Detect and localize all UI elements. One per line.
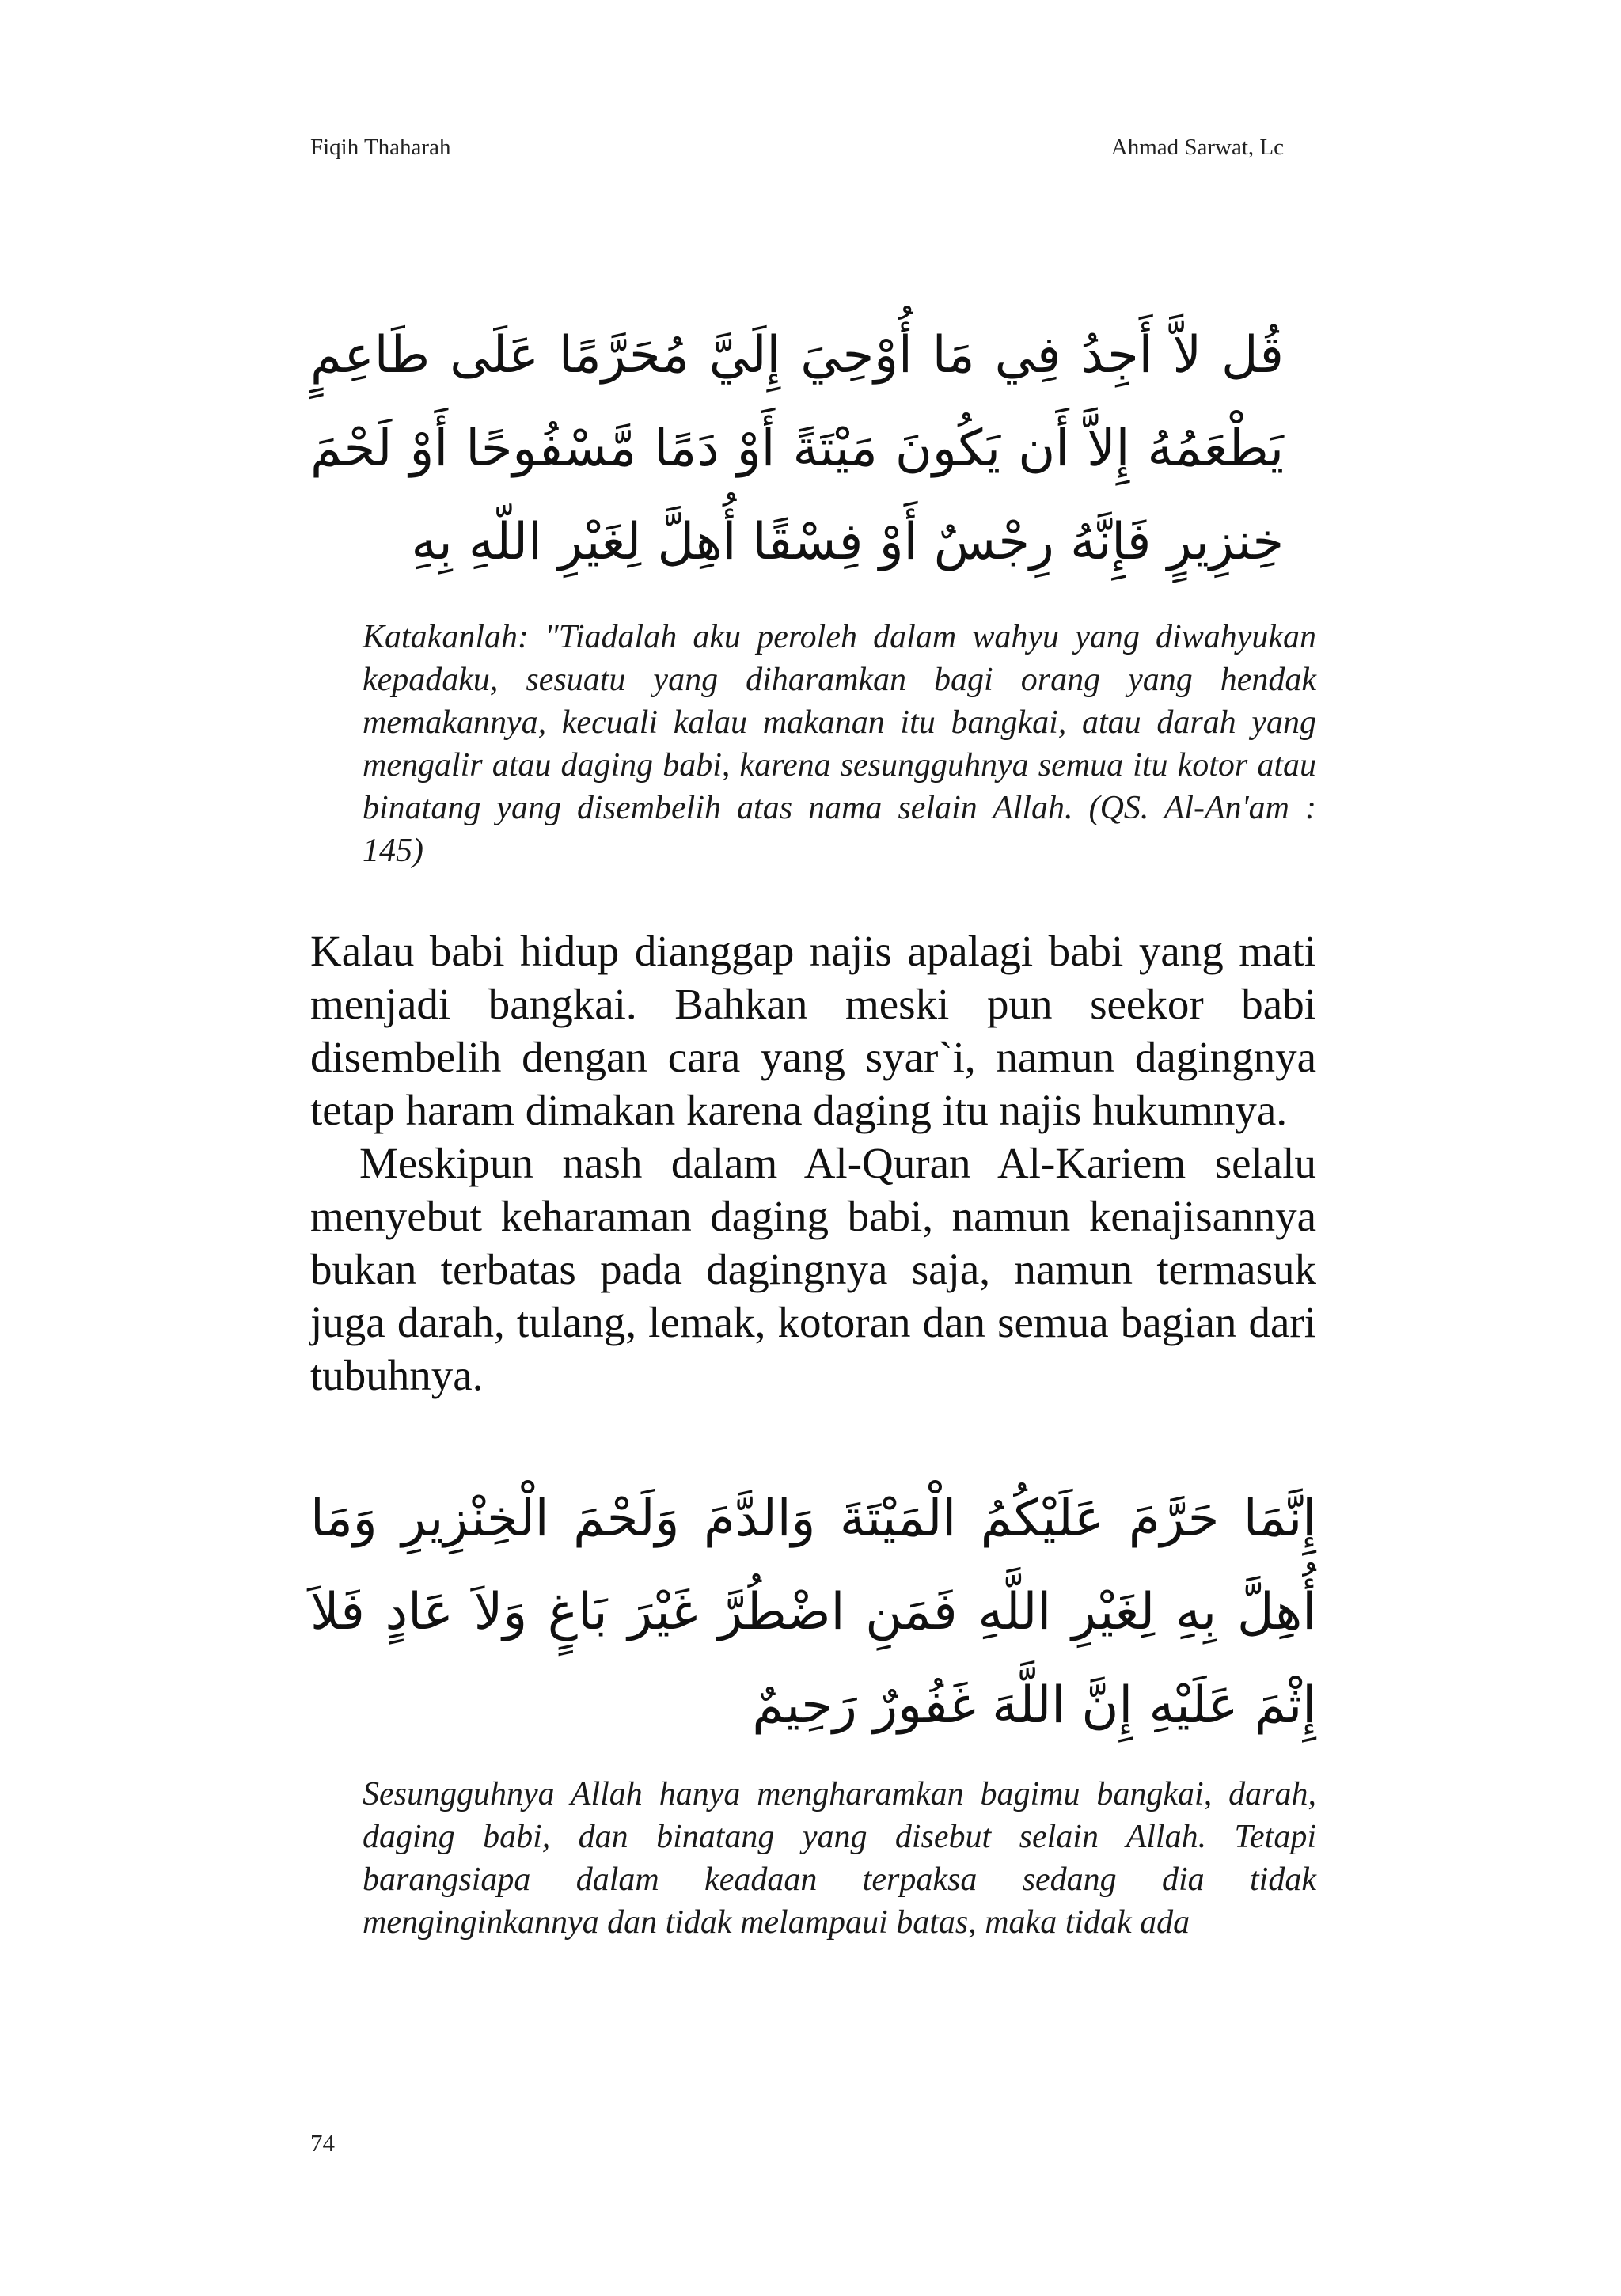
quran-verse-1: [310, 309, 1284, 589]
paragraph-1: Kalau babi hidup dianggap najis apalagi babi yang mati menjadi bangkai. Bahkan meski pun seekor babi disembelih dengan cara yang syar`i, namun dagingnya tetap haram dimakan karena daging itu najis hukumnya.: [310, 927, 1316, 1134]
arabic-verse-1-text: قُل لاَّ أَجِدُ فِي مَا أُوْحِيَ إِلَيَّ مُحَرَّمًا عَلَى طَاعِمٍ يَطْعَمُهُ إِلاَّ أَن يَكُونَ مَيْتَةً أَوْ دَمًا مَّسْفُوحًا أَوْ لَحْمَ خِنزِيرٍ فَإِنَّهُ رِجْسٌ أَوْ فِسْقًا أُهِلَّ لِغَيْرِ اللّهِ بِهِ: [310, 326, 1284, 571]
verse-1-translation: Katakanlah: "Tiadalah aku peroleh dalam wahyu yang diwahyukan kepadaku, sesuatu yang diharamkan bagi orang yang hendak memakannya, kecuali kalau makanan itu bangkai, atau darah yang mengalir atau daging babi, karena sesungguhnya semua itu kotor atau binatang yang disembelih atas nama selain Allah. (QS. Al-An'am : 145): [363, 619, 1316, 869]
paragraph-2: Meskipun nash dalam Al-Quran Al-Kariem selalu menyebut keharaman daging babi, namun kenajisannya bukan terbatas pada dagingnya saja, namun termasuk juga darah, tulang, lemak, kotoran dan semua bagian dari tubuhnya.: [310, 1139, 1316, 1399]
quran-verse-2: [310, 1472, 1316, 1752]
verse-2-translation: Sesungguhnya Allah hanya mengharamkan bagimu bangkai, darah, daging babi, dan binatang yang disebut selain Allah. Tetapi barangsiapa dalam keadaan terpaksa sedang dia tidak menginginkannya dan tidak melampaui batas, maka tidak ada: [363, 1776, 1316, 1941]
author-name: Ahmad Sarwat, Lc: [1110, 135, 1284, 160]
page-number: 74: [310, 2129, 335, 2157]
arabic-verse-2-text: إِنَّمَا حَرَّمَ عَلَيْكُمُ الْمَيْتَةَ وَالدَّمَ وَلَحْمَ الْخِنْزِيرِ وَمَا أُهِلَّ بِهِ لِغَيْرِ اللَّهِ فَمَنِ اضْطُرَّ غَيْرَ بَاغٍ وَلاَ عَادٍ فَلاَ إِثْمَ عَلَيْهِ إِنَّ اللَّهَ غَفُورٌ رَحِيمٌ: [310, 1490, 1316, 1735]
book-title: Fiqih Thaharah: [310, 135, 451, 160]
page-header: [310, 135, 1284, 166]
body-paragraphs: [310, 924, 1316, 1402]
